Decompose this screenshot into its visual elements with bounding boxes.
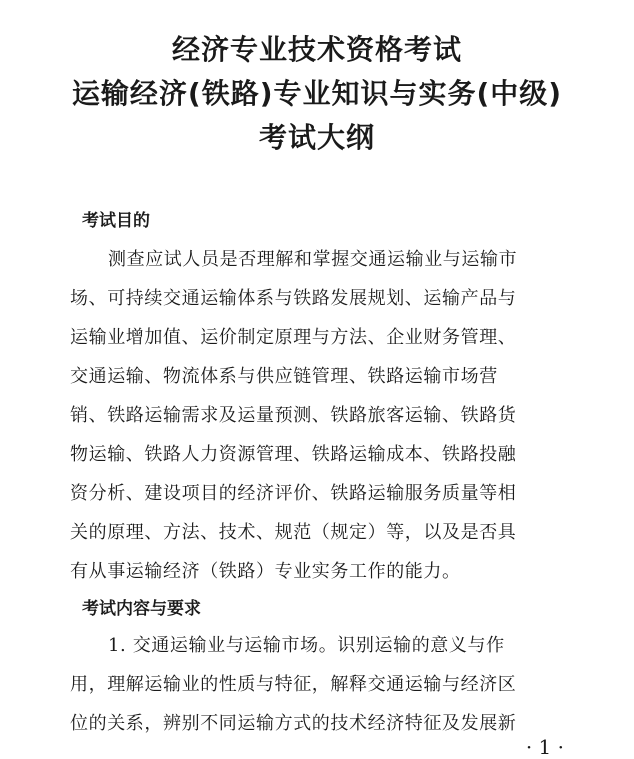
paragraph-line: 位的关系，辨别不同运输方式的技术经济特征及发展新 <box>70 713 517 734</box>
paragraph-line: 资分析、建设项目的经济评价、铁路运输服务质量等相 <box>70 483 517 504</box>
paragraph-line: 1. 交通运输业与运输市场。识别运输的意义与作 <box>108 635 505 656</box>
paragraph-line: 运输业增加值、运价制定原理与方法、企业财务管理、 <box>70 327 517 348</box>
document-title <box>0 28 634 160</box>
title-line-3: 考试大纲 <box>258 121 375 154</box>
content-heading: 考试内容与要求 <box>82 599 201 619</box>
paragraph-line: 有从事运输经济（铁路）专业实务工作的能力。 <box>70 561 461 582</box>
paragraph-line: 交通运输、物流体系与供应链管理、铁路运输市场营 <box>70 366 498 387</box>
page-number: · 1 · <box>525 735 564 759</box>
paragraph-line: 物运输、铁路人力资源管理、铁路运输成本、铁路投融 <box>70 444 517 465</box>
purpose-section <box>70 208 570 591</box>
content-section <box>70 596 570 743</box>
paragraph-line: 场、可持续交通运输体系与铁路发展规划、运输产品与 <box>70 288 517 309</box>
purpose-paragraph <box>70 240 570 591</box>
title-line-2: 运输经济(铁路)专业知识与实务(中级) <box>71 77 563 110</box>
title-line-1: 经济专业技术资格考试 <box>171 33 462 66</box>
paragraph-line: 销、铁路运输需求及运量预测、铁路旅客运输、铁路货 <box>70 405 517 426</box>
purpose-heading: 考试目的 <box>82 211 150 231</box>
paragraph-line: 测查应试人员是否理解和掌握交通运输业与运输市 <box>108 249 518 270</box>
paragraph-line: 用，理解运输业的性质与特征，解释交通运输与经济区 <box>70 674 517 695</box>
content-paragraph <box>70 626 570 743</box>
paragraph-line: 关的原理、方法、技术、规范（规定）等，以及是否具 <box>70 522 517 543</box>
